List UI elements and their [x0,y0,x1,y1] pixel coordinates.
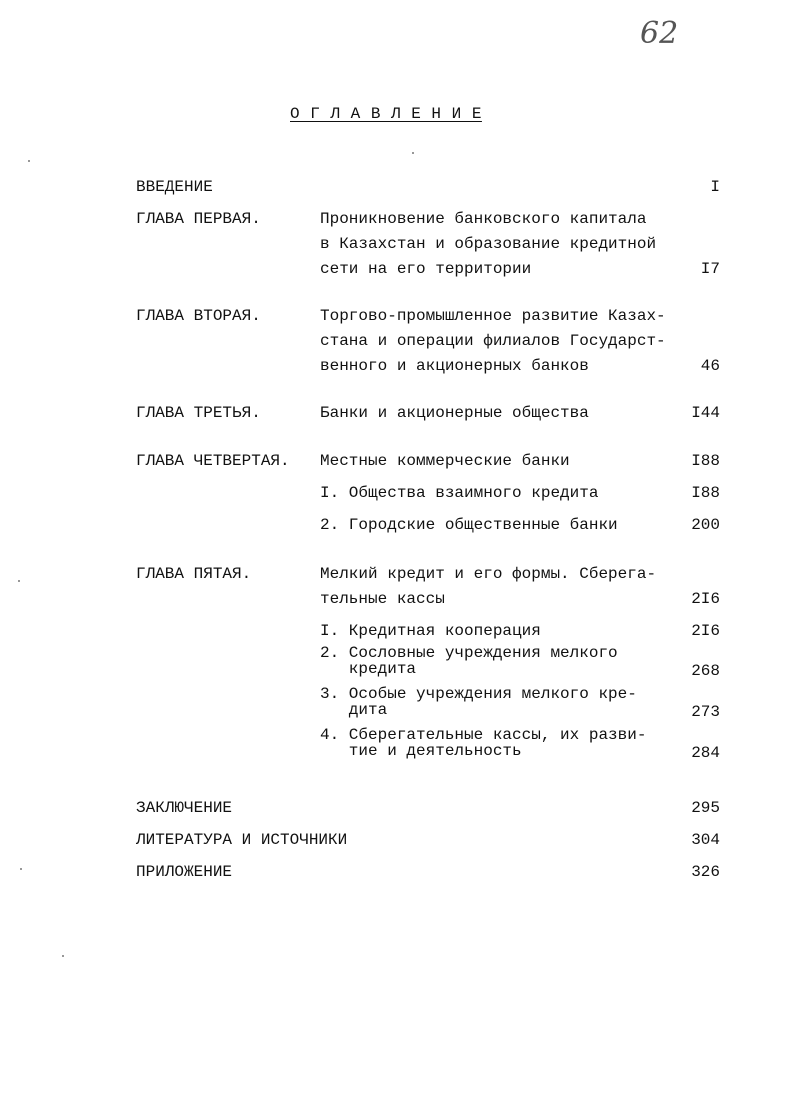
toc-title-ch4: Местные коммерческие банки [320,452,570,470]
toc-sub-ch4-1: I. Общества взаимного кредита [320,484,599,502]
toc-title-ch1-line3: сети на его территории [320,260,532,278]
toc-sub-page-ch5-2: 268 [691,662,720,680]
toc-sub-ch5-4-line2: тие и деятельность [320,742,522,760]
toc-page-ch2: 46 [700,357,720,375]
toc-sub-ch5-2-line1: 2. Сословные учреждения мелкого [320,644,618,662]
toc-label-ch1: ГЛАВА ПЕРВАЯ. [136,210,261,228]
scan-speck [62,955,64,957]
toc-title-ch2-line3: венного и акционерных банков [320,357,589,375]
toc-title-ch5-line2: тельные кассы [320,590,445,608]
toc-label-appendix: ПРИЛОЖЕНИЕ [136,863,233,881]
toc-page-ch4: I88 [691,452,720,470]
toc-label-literature: ЛИТЕРАТУРА И ИСТОЧНИКИ [136,831,348,849]
toc-page-literature: 304 [691,831,720,849]
toc-title-ch1-line2: в Казахстан и образование кредитной [320,235,657,253]
toc-label-intro: ВВЕДЕНИЕ [136,178,213,196]
toc-sub-ch4-2: 2. Городские общественные банки [320,516,618,534]
toc-sub-page-ch4-1: I88 [691,484,720,502]
toc-page-intro: I [710,178,720,196]
toc-sub-page-ch5-1: 2I6 [691,622,720,640]
toc-label-ch3: ГЛАВА ТРЕТЬЯ. [136,404,261,422]
toc-title-ch2-line1: Торгово-промышленное развитие Казах- [320,307,666,325]
toc-label-conclusion: ЗАКЛЮЧЕНИЕ [136,799,233,817]
handwritten-page-number: 62 [640,16,679,51]
toc-page-conclusion: 295 [691,799,720,817]
toc-sub-ch5-4-line1: 4. Сберегательные кассы, их разви- [320,726,647,744]
toc-title-ch2-line2: стана и операции филиалов Государст- [320,332,666,350]
scan-speck [20,868,22,870]
toc-page-ch3: I44 [691,404,720,422]
page-title: О Г Л А В Л Е Н И Е [290,105,482,123]
toc-page-ch1: I7 [700,260,720,278]
toc-sub-ch5-3-line1: 3. Особые учреждения мелкого кре- [320,685,637,703]
toc-label-ch2: ГЛАВА ВТОРАЯ. [136,307,261,325]
toc-sub-ch5-3-line2: дита [320,701,388,719]
toc-title-ch1-line1: Проникновение банковского капитала [320,210,647,228]
scan-speck [412,152,414,154]
scan-speck [18,580,20,582]
toc-sub-page-ch5-4: 284 [691,744,720,762]
toc-title-ch3: Банки и акционерные общества [320,404,589,422]
scan-speck [28,160,30,162]
toc-label-ch5: ГЛАВА ПЯТАЯ. [136,565,252,583]
toc-sub-page-ch5-3: 273 [691,703,720,721]
toc-label-ch4: ГЛАВА ЧЕТВЕРТАЯ. [136,452,290,470]
toc-page-appendix: 326 [691,863,720,881]
toc-sub-ch5-1: I. Кредитная кооперация [320,622,541,640]
toc-title-ch5-line1: Мелкий кредит и его формы. Сберега- [320,565,657,583]
toc-sub-ch5-2-line2: кредита [320,660,417,678]
toc-page-ch5: 2I6 [691,590,720,608]
toc-sub-page-ch4-2: 200 [691,516,720,534]
